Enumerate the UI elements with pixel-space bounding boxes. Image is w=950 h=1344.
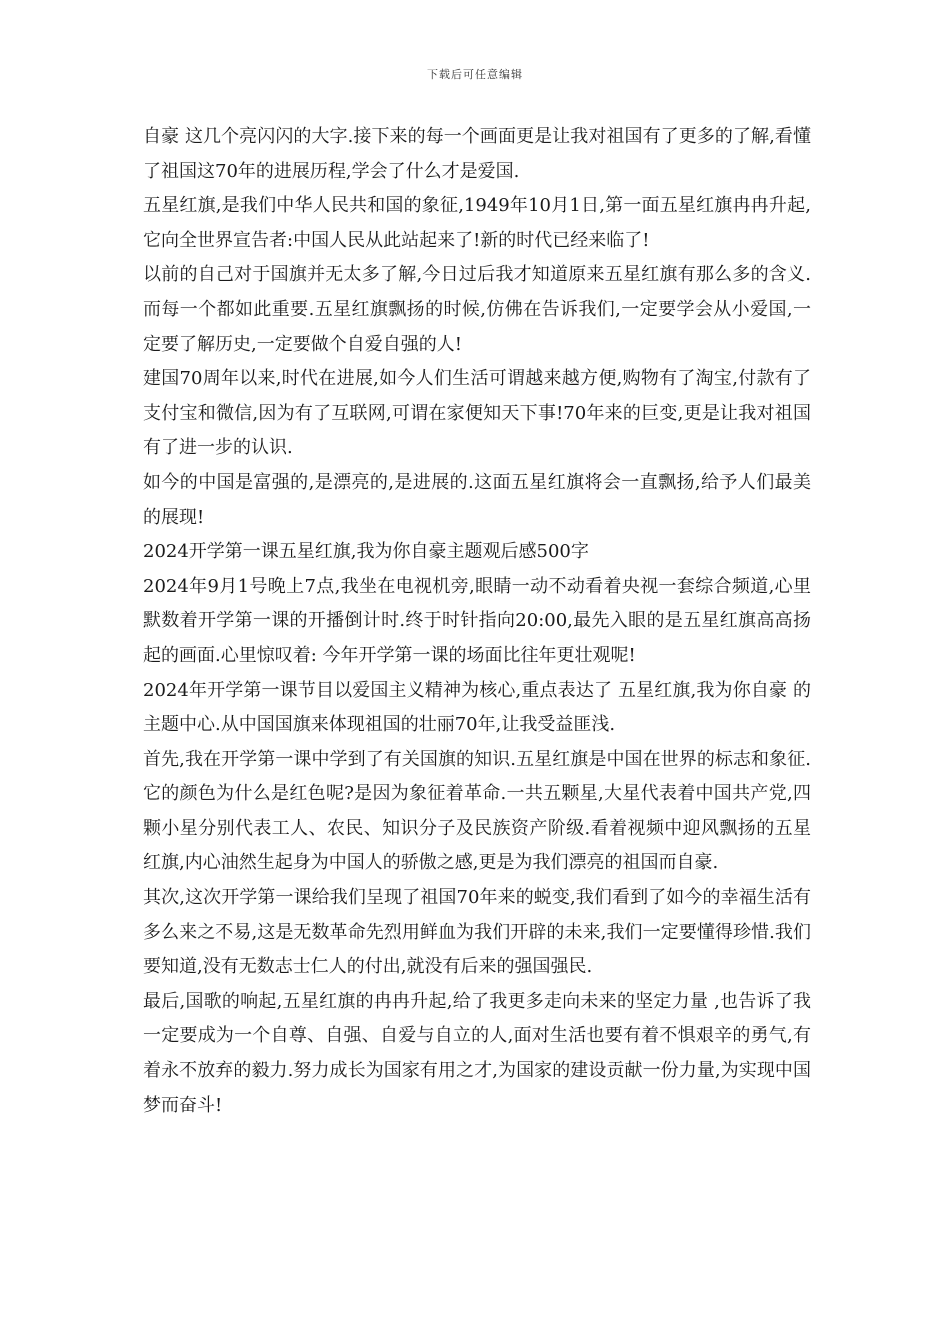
- paragraph: 五星红旗,是我们中华人民共和国的象征,1949年10月1日,第一面五星红旗冉冉升起,它向全世界宣告者:中国人民从此站起来了!新的时代已经来临了!: [143, 195, 811, 251]
- paragraph: 2024年开学第一课节目以爱国主义精神为核心,重点表达了 五星红旗,我为你自豪 的主题中心.从中国国旗来体现祖国的壮丽70年,让我受益匪浅.: [143, 679, 811, 736]
- section-heading: 2024开学第一课五星红旗,我为你自豪主题观后感500字: [143, 541, 589, 563]
- paragraph: 自豪 这几个亮闪闪的大字.接下来的每一个画面更是让我对祖国有了更多的了解,看懂了祖国这70年的进展历程,学会了什么才是爱国.: [143, 126, 811, 182]
- paragraph: 其次,这次开学第一课给我们呈现了祖国70年来的蜕变,我们看到了如今的幸福生活有多么来之不易,这是无数革命先烈用鲜血为我们开辟的未来,我们一定要懂得珍惜.我们要知道,没有无数志士仁人的付出,就没有后来的强国强民.: [143, 887, 811, 978]
- page-header: 下载后可任意编辑: [427, 68, 523, 81]
- paragraph: 如今的中国是富强的,是漂亮的,是进展的.这面五星红旗将会一直飘扬,给予人们最美的展现!: [143, 471, 811, 528]
- paragraph: 最后,国歌的响起,五星红旗的冉冉升起,给了我更多走向未来的坚定力量 ,也告诉了我一定要成为一个自尊、自强、自爱与自立的人,面对生活也要有着不惧艰辛的勇气,有着永不放弃的毅力.努力成长为国家有用之才,为国家的建设贡献一份力量,为实现中国梦而奋斗!: [143, 990, 811, 1116]
- paragraph: 首先,我在开学第一课中学到了有关国旗的知识.五星红旗是中国在世界的标志和象征.它的颜色为什么是红色呢?是因为象征着革命.一共五颗星,大星代表着中国共产党,四颗小星分别代表工人、农民、知识分子及民族资产阶级.看着视频中迎风飘扬的五星红旗,内心油然生起身为中国人的骄傲之感,更是为我们漂亮的祖国而自豪.: [143, 748, 811, 874]
- document-body: [143, 120, 811, 1123]
- paragraph: 2024年9月1号晚上7点,我坐在电视机旁,眼睛一动不动看着央视一套综合频道,心里默数着开学第一课的开播倒计时.终于时针指向20:00,最先入眼的是五星红旗高高扬起的画面.心里惊叹着: 今年开学第一课的场面比往年更壮观呢!: [143, 575, 811, 666]
- paragraph: 以前的自己对于国旗并无太多了解,今日过后我才知道原来五星红旗有那么多的含义.而每一个都如此重要.五星红旗飘扬的时候,仿佛在告诉我们,一定要学会从小爱国,一定要了解历史,一定要做个自爱自强的人!: [143, 264, 811, 355]
- paragraph: 建国70周年以来,时代在进展,如今人们生活可谓越来越方便,购物有了淘宝,付款有了支付宝和微信,因为有了互联网,可谓在家便知天下事!70年来的巨变,更是让我对祖国有了进一步的认识.: [143, 368, 811, 459]
